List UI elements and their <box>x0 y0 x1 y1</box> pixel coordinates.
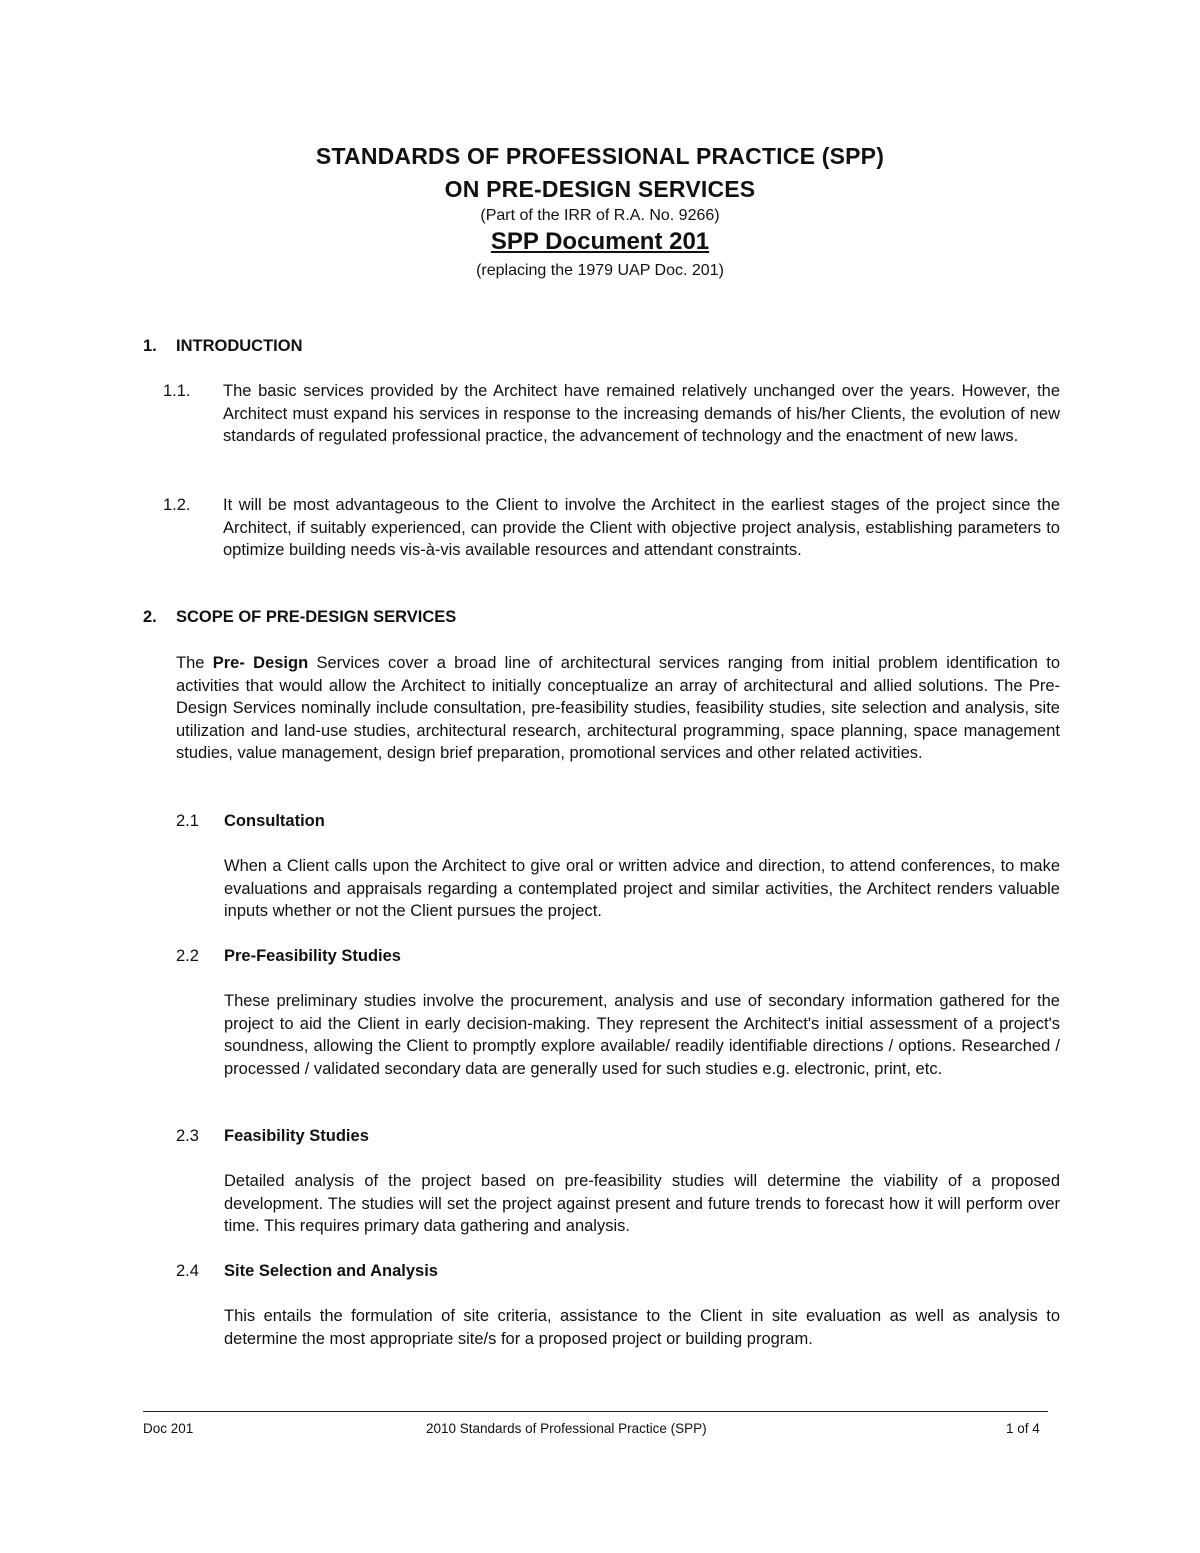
intro-prefix: The <box>176 654 213 672</box>
document-title-line1: STANDARDS OF PROFESSIONAL PRACTICE (SPP) <box>315 143 885 169</box>
subsection-2-2-heading <box>176 947 401 966</box>
subsection-number: 2.2 <box>176 947 199 965</box>
subsection-title: Feasibility Studies <box>224 1127 369 1145</box>
intro-bold-term: Pre- Design <box>212 654 309 672</box>
subsection-2-2-text: These preliminary studies involve the procurement, analysis and use of secondary information gathered for the project to aid the Client in early decision-making. They represent the Architect's initial assessment of a project's soundness, allowing the Client to promptly explore available/ readily identifiable directions / options. Researched / processed / validated secondary data are generally used for such studies e.g. electronic, print, etc. <box>224 992 1060 1078</box>
subsection-2-3-text: Detailed analysis of the project based on pre-feasibility studies will determine the viability of a proposed development. The studies will set the project against present and future trends to forecast how it will perform over time. This requires primary data gathering and analysis. <box>224 1172 1060 1235</box>
intro-text: Services cover a broad line of architectural services ranging from initial problem identification to activities that would allow the Architect to initially conceptualize an array of architectural and allied solutions. The Pre-Design Services nominally include consultation, pre-feasibility studies, feasibility studies, site selection and analysis, site utilization and land-use studies, architectural research, architectural programming, space planning, space management studies, value management, design brief preparation, promotional services and other related activities. <box>176 654 1060 762</box>
section-2-heading <box>143 608 456 627</box>
subsection-number: 2.3 <box>176 1127 199 1145</box>
document-title-line2: ON PRE-DESIGN SERVICES <box>444 176 756 202</box>
footer-divider <box>143 1411 1048 1412</box>
doc-number: SPP Document 201 <box>490 228 710 255</box>
list-item <box>163 380 1060 448</box>
section-number: 1. <box>143 337 157 355</box>
subsection-title: Pre-Feasibility Studies <box>224 947 401 965</box>
section-number: 2. <box>143 608 157 626</box>
item-number: 1.1. <box>163 382 191 400</box>
section-2-intro <box>176 652 1060 765</box>
subsection-title: Site Selection and Analysis <box>224 1262 438 1280</box>
replacing-note: (replacing the 1979 UAP Doc. 201) <box>476 262 724 279</box>
subsection-2-3-heading <box>176 1127 369 1146</box>
section-title: INTRODUCTION <box>176 337 303 355</box>
subsection-number: 2.1 <box>176 812 199 830</box>
part-of-note: (Part of the IRR of R.A. No. 9266) <box>480 207 720 224</box>
subsection-2-4-text: This entails the formulation of site criteria, assistance to the Client in site evaluation as well as analysis to determine the most appropriate site/s for a proposed project or building program. <box>224 1307 1060 1348</box>
subsection-2-1-text: When a Client calls upon the Architect to give oral or written advice and direction, to attend conferences, to make evaluations and appraisals regarding a contemplated project and similar activities, the Architect renders valuable inputs whether or not the Client pursues the project. <box>224 857 1060 920</box>
page-number: 1 of 4 <box>1006 1421 1040 1436</box>
item-number: 1.2. <box>163 496 191 514</box>
item-text: The basic services provided by the Architect have remained relatively unchanged over the years. However, the Architect must expand his services in response to the increasing demands of his/her Clients, the evolution of new standards of regulated professional practice, the advancement of technology and the enactment of new laws. <box>223 382 1060 445</box>
subsection-2-1-heading <box>176 812 325 831</box>
footer-doc-label: Doc 201 <box>143 1421 194 1436</box>
subsection-number: 2.4 <box>176 1262 199 1280</box>
subsection-title: Consultation <box>224 812 325 830</box>
subsection-2-4-heading <box>176 1262 438 1281</box>
item-text: It will be most advantageous to the Client to involve the Architect in the earliest stages of the project since the Architect, if suitably experienced, can provide the Client with objective project analysis, establishing parameters to optimize building needs vis-à-vis available resources and attendant constraints. <box>223 496 1060 559</box>
section-1-heading <box>143 337 303 356</box>
section-title: SCOPE OF PRE-DESIGN SERVICES <box>176 608 457 626</box>
footer-center-title: 2010 Standards of Professional Practice (SPP) <box>426 1421 707 1436</box>
list-item <box>163 494 1060 562</box>
